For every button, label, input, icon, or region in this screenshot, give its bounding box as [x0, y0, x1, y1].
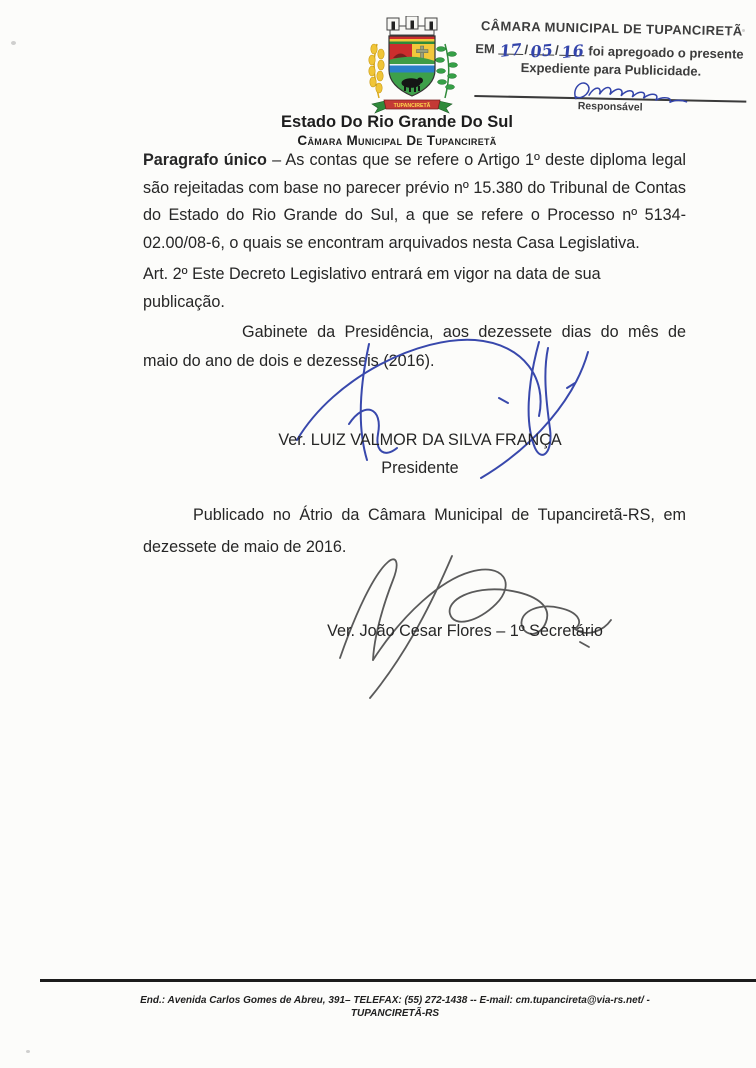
handwritten-year: 16 — [560, 40, 585, 63]
art2-paragraph: Art. 2º Este Decreto Legislativo entrará em vigor na data de sua publicação. — [143, 265, 601, 311]
president-name: Ver. LUIZ VALMOR DA SILVA FRANÇA — [278, 431, 562, 449]
handwritten-month: 05 — [529, 40, 554, 62]
president-title: Presidente — [381, 459, 459, 477]
scan-artifact — [26, 1050, 30, 1053]
publicado-paragraph: Publicado no Átrio da Câmara Municipal de Tupanciretã-RS, em dezessete de maio de 2016. — [143, 506, 686, 556]
header-state: Estado Do Rio Grande Do Sul — [281, 113, 513, 131]
date-year-slot — [560, 40, 585, 63]
document-header — [123, 113, 671, 148]
ribbon-banner — [372, 100, 452, 113]
responsible-label: Responsável — [577, 100, 643, 114]
stamp-after-date: foi apregoado o presente — [588, 43, 744, 62]
handwritten-day: 17 — [499, 39, 524, 61]
scan-artifact — [742, 29, 745, 32]
branch-icon — [436, 44, 458, 98]
stamp-date-line — [475, 38, 747, 62]
scan-artifact — [11, 41, 16, 45]
paragraph-unico-text: – As contas que se refere o Artigo 1º deste diploma legal são rejeitadas com base no parecer prévio nº 15.380 do Tribunal de Contas do Estado do Rio Grande do Sul, a que se refere o Processo nº 5134-02.00/08-6, o quais se encontram arquivados nesta Casa Legislativa. — [143, 151, 686, 252]
paragraph-unico — [143, 147, 686, 257]
stamp-em-label: EM — [475, 40, 496, 57]
wheat-icon — [369, 44, 384, 98]
coat-of-arms-logo — [356, 16, 468, 120]
stamp-publicity-line: Expediente para Publicidade. — [520, 59, 702, 79]
stamp-title: CÂMARA MUNICIPAL DE TUPANCIRETÃ — [480, 18, 743, 39]
header-chamber: Câmara Municipal De Tupanciretã — [297, 133, 497, 148]
president-signature-block — [140, 431, 700, 478]
footer-city: TUPANCIRETÃ-RS — [350, 1008, 440, 1019]
shield-icon — [389, 36, 435, 96]
footer-address: End.: Avenida Carlos Gomes de Abreu, 391– TELEFAX: (55) 272-1438 -- E-mail: cm.tupancireta@via-rs.net/ - — [140, 995, 650, 1006]
date-month-slot — [529, 39, 554, 62]
publication-stamp — [474, 18, 748, 116]
date-separator: / — [554, 42, 559, 58]
footer-rule — [40, 979, 756, 982]
gabinete-paragraph: Gabinete da Presidência, aos dezessete dias do mês de maio do ano de dois e dezesseis (2016). — [143, 323, 686, 370]
ribbon-text: TUPANCIRETÃ — [393, 103, 431, 109]
date-separator: / — [524, 42, 529, 58]
footer — [45, 994, 745, 1020]
paragraph-unico-label: Paragrafo único — [143, 151, 267, 169]
date-day-slot — [498, 38, 524, 61]
secretary-name-line: Ver. João Cesar Flores – 1º Secretário — [327, 622, 603, 640]
